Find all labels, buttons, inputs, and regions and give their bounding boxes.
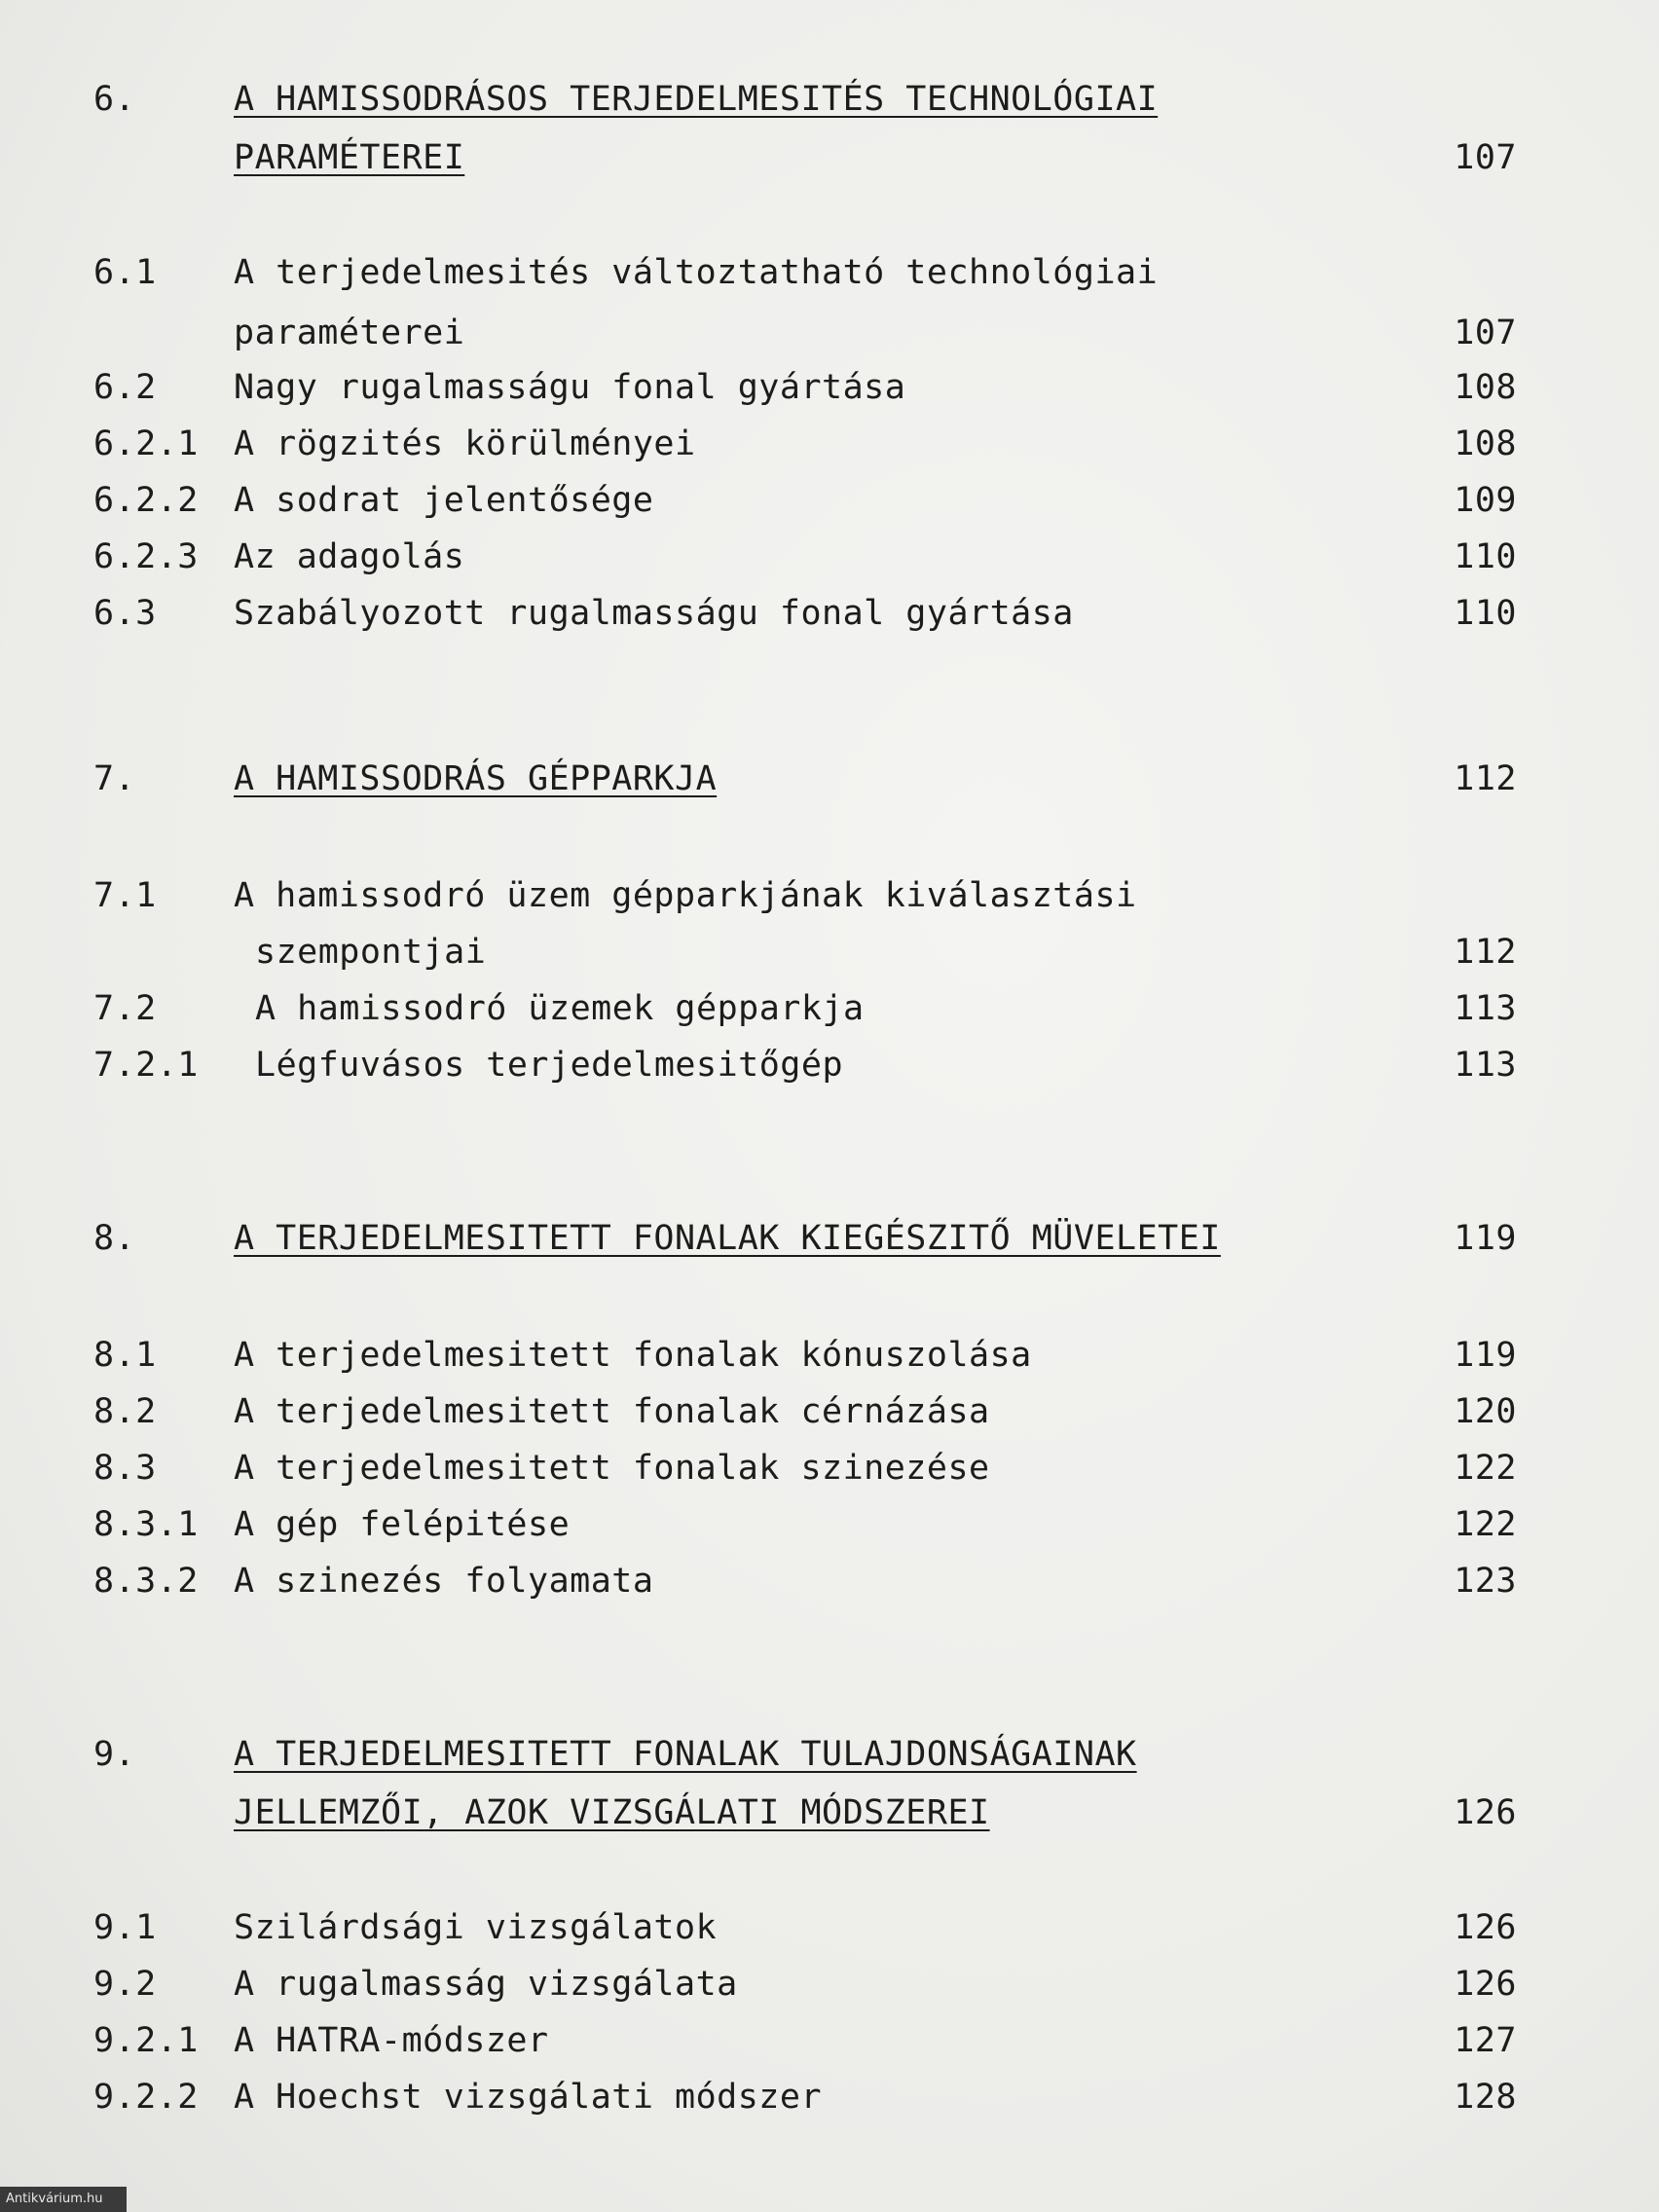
toc-entry-title: A Hoechst vizsgálati módszer [234,2078,823,2117]
toc-entry-title: A HATRA-módszer [234,2021,549,2060]
toc-entry-title: A HAMISSODRÁSOS TERJEDELMESITÉS TECHNOLÓGIAI [234,80,1159,119]
toc-entry [0,2011,1659,2070]
toc-entry-number: 8.1 [93,1336,157,1375]
toc-entry-title: PARAMÉTEREI [234,138,465,177]
toc-entry [0,584,1659,643]
toc-entry-number: 7.2.1 [93,1046,199,1085]
toc-entry-number: 8.3 [93,1449,157,1488]
toc-entry-page: 109 [1454,481,1517,520]
toc-entry-number: 7.2 [93,989,157,1028]
toc-entry-title: A sodrat jelentősége [234,481,654,520]
toc-entry [0,70,1659,129]
toc-entry-page: 126 [1454,1793,1517,1832]
toc-entry-number: 9. [93,1735,136,1774]
toc-entry-title: Nagy rugalmasságu fonal gyártása [234,368,906,407]
toc-entry-page: 128 [1454,2078,1517,2117]
toc-entry-number: 6. [93,80,136,119]
toc-entry-title: A szinezés folyamata [234,1562,654,1601]
toc-entry-page: 127 [1454,2021,1517,2060]
toc-entry [0,1552,1659,1610]
toc-entry-title: Szabályozott rugalmasságu fonal gyártása [234,594,1074,633]
toc-entry [0,1382,1659,1441]
toc-entry-number: 6.2.3 [93,537,199,576]
toc-entry-title: A gép felépitése [234,1505,571,1544]
toc-entry-title: A terjedelmesitett fonalak szinezése [234,1449,990,1488]
toc-entry-title: Szilárdsági vizsgálatok [234,1908,718,1947]
toc-entry [0,1036,1659,1094]
toc-entry-number: 6.2.1 [93,424,199,463]
toc-entry [0,129,1659,187]
toc-entry-number: 7.1 [93,876,157,915]
toc-entry [0,1495,1659,1554]
toc-entry-number: 8.2 [93,1392,157,1431]
toc-entry-number: 9.2 [93,1965,157,2004]
toc-entry [0,750,1659,808]
toc-entry-page: 126 [1454,1965,1517,2004]
watermark: Antikvárium.hu [0,2187,127,2212]
toc-entry [0,1955,1659,2013]
toc-entry [0,304,1659,362]
toc-entry-title: A terjedelmesités változtatható technológiai [234,253,1159,292]
toc-entry-title: A TERJEDELMESITETT FONALAK TULAJDONSÁGAINAK [234,1735,1137,1774]
toc-entry-number: 6.3 [93,594,157,633]
toc-entry-title: A TERJEDELMESITETT FONALAK KIEGÉSZITŐ MÜVELETEI [234,1219,1221,1258]
toc-entry-page: 123 [1454,1562,1517,1601]
toc-entry-title: A rugalmasság vizsgálata [234,1965,738,2004]
toc-entry-page: 113 [1454,989,1517,1028]
toc-entry-title: Légfuvásos terjedelmesitőgép [255,1046,844,1085]
toc-entry-title: A hamissodró üzemek gépparkja [255,989,865,1028]
toc-entry-title: A rögzités körülményei [234,424,696,463]
toc-entry [0,1725,1659,1784]
toc-entry-title: A terjedelmesitett fonalak cérnázása [234,1392,990,1431]
toc-entry-page: 119 [1454,1219,1517,1258]
toc-entry [0,1899,1659,1957]
toc-entry [0,358,1659,417]
toc-entry-number: 8.3.1 [93,1505,199,1544]
toc-entry-page: 122 [1454,1449,1517,1488]
toc-entry-title: A terjedelmesitett fonalak kónuszolása [234,1336,1032,1375]
toc-entry-number: 7. [93,759,136,798]
toc-entry-page: 112 [1454,759,1517,798]
toc-entry-number: 9.2.2 [93,2078,199,2117]
toc-entry-title: Az adagolás [234,537,465,576]
toc-entry-number: 6.2 [93,368,157,407]
toc-entry [0,923,1659,981]
toc-entry-page: 112 [1454,933,1517,972]
toc-entry-page: 108 [1454,368,1517,407]
toc-entry [0,1439,1659,1497]
toc-entry [0,415,1659,473]
toc-entry-page: 107 [1454,138,1517,177]
toc-entry-number: 6.1 [93,253,157,292]
toc-entry [0,1784,1659,1842]
toc-entry-page: 108 [1454,424,1517,463]
toc-entry [0,979,1659,1038]
toc-entry-page: 119 [1454,1336,1517,1375]
toc-entry-number: 8. [93,1219,136,1258]
toc-entry [0,471,1659,530]
toc-entry-number: 9.2.1 [93,2021,199,2060]
toc-entry-number: 8.3.2 [93,1562,199,1601]
toc-entry [0,1326,1659,1384]
toc-entry-number: 6.2.2 [93,481,199,520]
toc-entry [0,2068,1659,2126]
toc-entry-number: 9.1 [93,1908,157,1947]
toc-entry [0,866,1659,925]
toc-entry-page: 122 [1454,1505,1517,1544]
toc-entry-title: paraméterei [234,313,465,352]
toc-entry-page: 120 [1454,1392,1517,1431]
toc-entry [0,528,1659,586]
toc-entry-title: A hamissodró üzem gépparkjának kiválasztási [234,876,1137,915]
toc-entry-page: 126 [1454,1908,1517,1947]
toc-entry-title: JELLEMZŐI, AZOK VIZSGÁLATI MÓDSZEREI [234,1793,990,1832]
toc-entry-page: 110 [1454,537,1517,576]
toc-entry [0,243,1659,302]
toc-entry-page: 110 [1454,594,1517,633]
toc-entry-page: 113 [1454,1046,1517,1085]
toc-entry-title: szempontjai [255,933,487,972]
toc-entry-title: A HAMISSODRÁS GÉPPARKJA [234,759,718,798]
toc-entry-page: 107 [1454,313,1517,352]
toc-entry [0,1209,1659,1268]
